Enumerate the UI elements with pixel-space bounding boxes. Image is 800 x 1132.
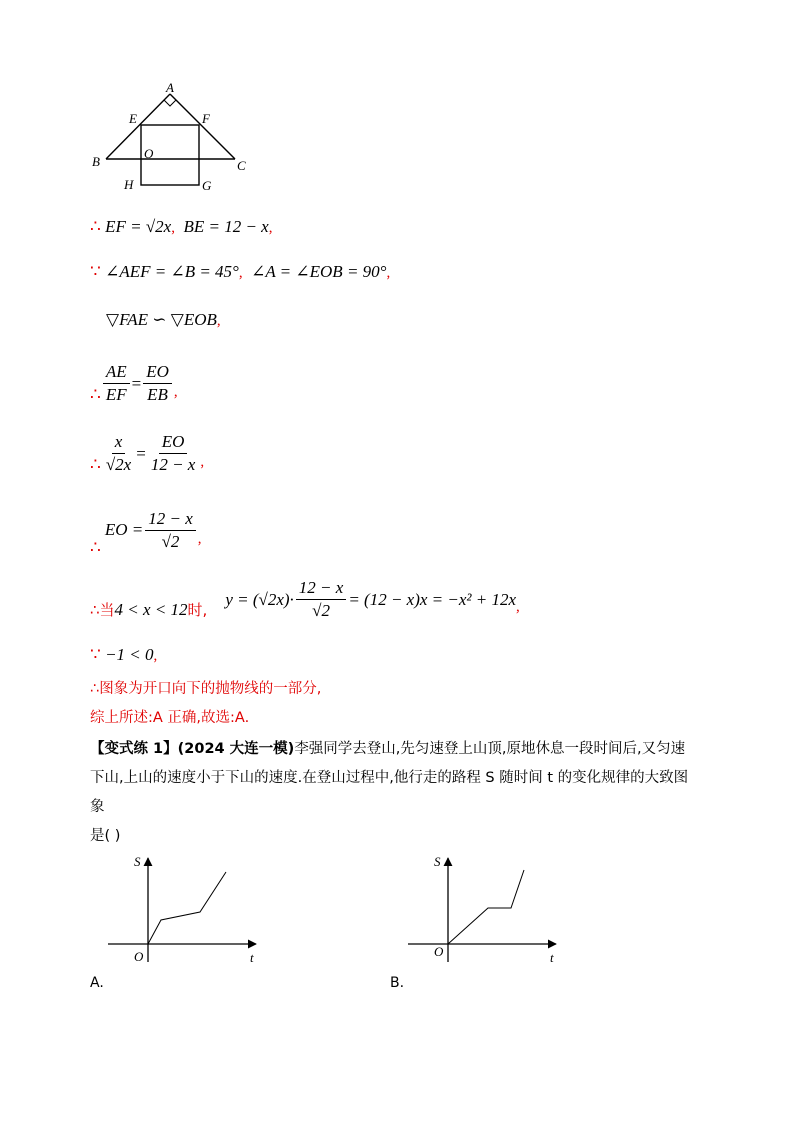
label-H: H — [124, 177, 134, 192]
fraction: $\frac{AE}{EF}$ — [103, 362, 130, 405]
label-G: G — [202, 178, 212, 193]
option-b-label[interactable]: B. — [390, 975, 405, 991]
triangle-figure — [88, 80, 258, 195]
origin-label: O — [434, 944, 444, 959]
fraction: $\frac{EO}{12 - x}$ — [150, 432, 196, 474]
solution-line-6: ∴ EO = $\frac{12 - x}{√2}$ , — [90, 508, 202, 557]
x-axis-label: t — [550, 950, 554, 965]
label-O: O — [144, 146, 154, 161]
y-axis-label: S — [134, 854, 141, 869]
option-b-graph — [408, 852, 568, 967]
expr: ∠AEF = ∠B = 45° — [105, 262, 239, 281]
label-A: A — [166, 80, 174, 95]
solution-line-2: ∵ ∠AEF = ∠B = 45°, ∠A = ∠EOB = 90°, — [90, 262, 391, 281]
label-F: F — [202, 111, 210, 126]
origin-label: O — [134, 949, 144, 964]
expr: BE = 12 − x — [183, 217, 269, 236]
problem-statement: 【变式练 1】(2024 大连一模)李强同学去登山,先匀速登上山顶,原地休息一段时间后,又匀速 下山,上山的速度小于下山的速度.在登山过程中,他行走的路程 S 随时间 t 的变化规律的大致图 象 是( ) — [90, 741, 689, 844]
solution-line-4: ∴ $\frac{AE}{EF}$ = $\frac{EO}{EB}$ , — [90, 362, 178, 404]
option-a-graph — [108, 852, 268, 967]
x-axis-label: t — [250, 950, 254, 965]
problem-source: (2024 大连一模) — [177, 741, 295, 757]
option-a-label[interactable]: A. — [90, 975, 104, 991]
solution-line-10: 综上所述:A 正确,故选:A. — [90, 710, 250, 726]
problem-tag: 【变式练 1】 — [90, 741, 178, 757]
fraction: $\frac{x}{√2x}$ — [105, 432, 132, 474]
expr: ▽FAE ∽ ▽EOB — [106, 310, 217, 329]
solution-line-1: ∴ EF = √2x, BE = 12 − x, — [90, 217, 273, 236]
expr: EF = √2x — [105, 217, 172, 236]
solution-line-9: ∴图象为开口向下的抛物线的一部分, — [90, 681, 322, 697]
solution-line-3: ▽FAE ∽ ▽EOB, — [106, 310, 221, 329]
label-B: B — [92, 154, 100, 169]
label-E: E — [129, 111, 137, 126]
y-axis-label: S — [434, 854, 441, 869]
expr: ∠A = ∠EOB = 90° — [251, 262, 387, 281]
solution-line-7: ∴当 4 < x < 12 时, y = (√2x)· $\frac{12 - x}{√2}$ = (12 − x)x = −x² + 12x , — [90, 578, 520, 620]
fraction: $\frac{12 - x}{√2}$ — [296, 578, 347, 621]
fraction: $\frac{EO}{EB}$ — [143, 362, 172, 405]
label-C: C — [237, 158, 246, 173]
fraction: $\frac{12 - x}{√2}$ — [145, 509, 196, 552]
solution-line-5: ∴ $\frac{x}{√2x}$ = $\frac{EO}{12 - x}$ , — [90, 432, 205, 474]
solution-line-8: ∵ −1 < 0, — [90, 645, 158, 664]
